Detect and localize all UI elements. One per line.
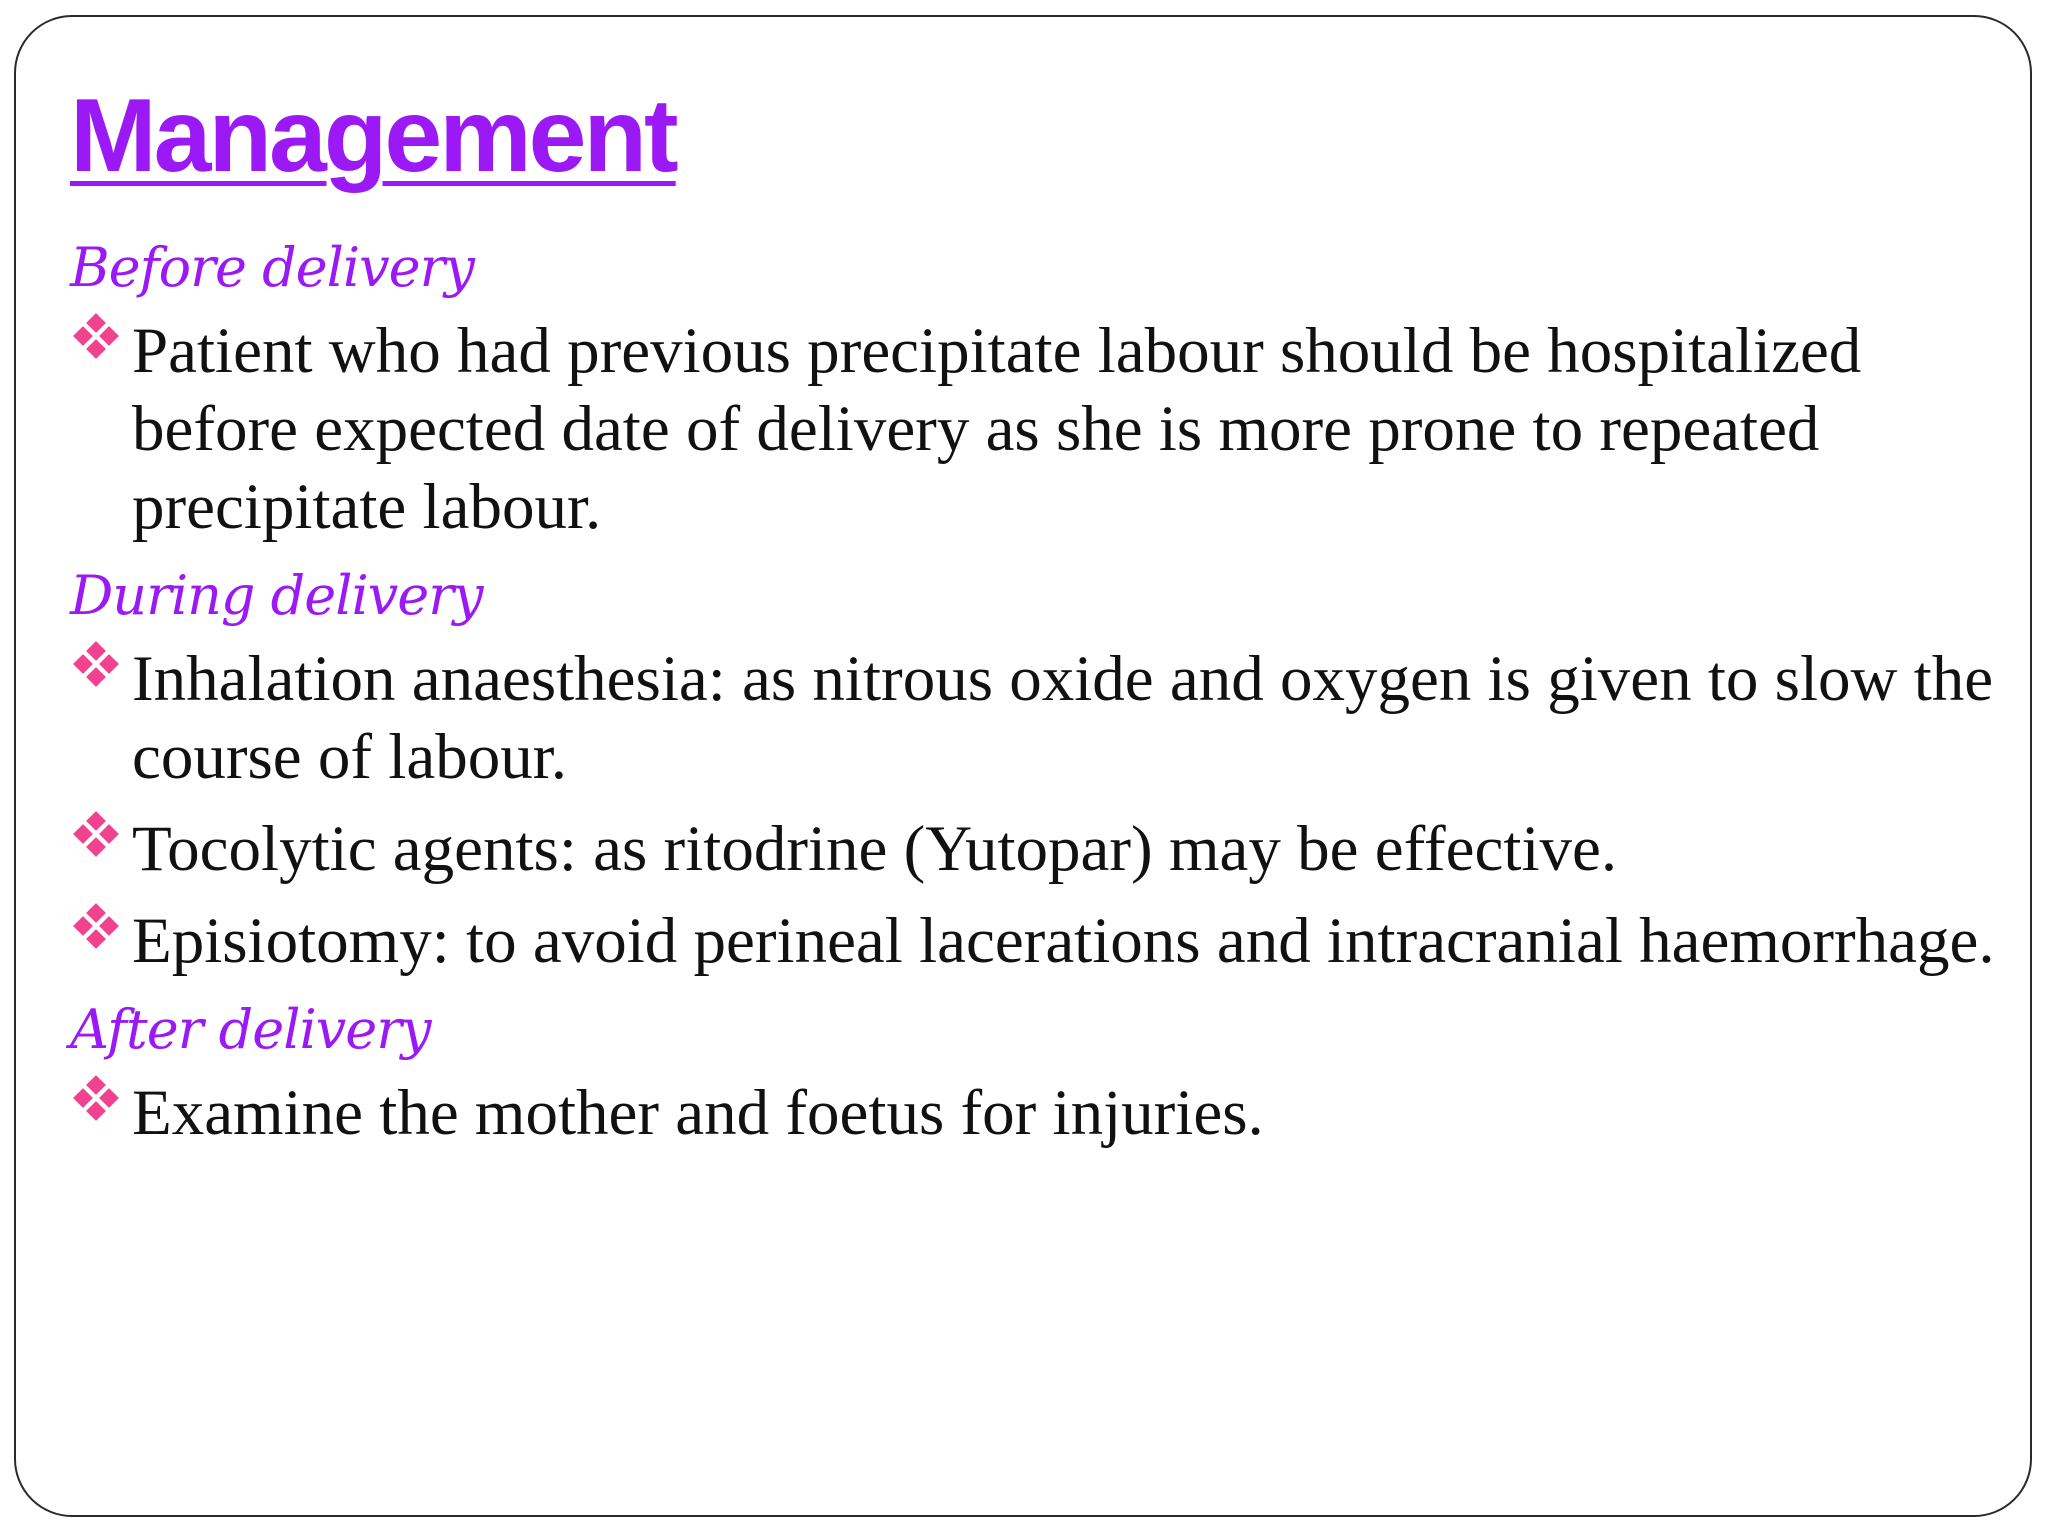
- bullet-item: [70, 640, 2030, 796]
- bullet-text: Patient who had previous precipitate labour should be hospitalized before expected date of delivery as she is more prone to repeated precipitate labour.: [132, 315, 1862, 543]
- four-diamond-bullet-icon: [74, 314, 118, 358]
- section-after-delivery: [70, 994, 2030, 1152]
- four-diamond-bullet-icon: [74, 1076, 118, 1120]
- bullet-item: [70, 902, 2030, 980]
- bullet-item: [70, 312, 2030, 546]
- slide-frame: [14, 15, 2032, 1517]
- four-diamond-bullet-icon: [74, 642, 118, 686]
- bullet-text: Examine the mother and foetus for injuries.: [132, 1077, 1264, 1149]
- section-during-delivery: [70, 560, 2030, 980]
- bullet-text: Inhalation anaesthesia: as nitrous oxide and oxygen is given to slow the course of labour.: [132, 643, 1994, 793]
- slide-content: [70, 232, 2030, 1166]
- section-heading: Before delivery: [70, 236, 474, 299]
- bullet-text: Episiotomy: to avoid perineal lacerations and intracranial haemorrhage.: [132, 905, 1995, 977]
- section-before-delivery: [70, 232, 2030, 546]
- section-heading: During delivery: [70, 564, 483, 627]
- bullet-item: [70, 810, 2030, 888]
- four-diamond-bullet-icon: [74, 812, 118, 856]
- bullet-text: Tocolytic agents: as ritodrine (Yutopar) may be effective.: [132, 813, 1618, 885]
- slide-title: Management: [70, 78, 676, 194]
- four-diamond-bullet-icon: [74, 904, 118, 948]
- section-heading: After delivery: [70, 998, 431, 1061]
- bullet-item: [70, 1074, 2030, 1152]
